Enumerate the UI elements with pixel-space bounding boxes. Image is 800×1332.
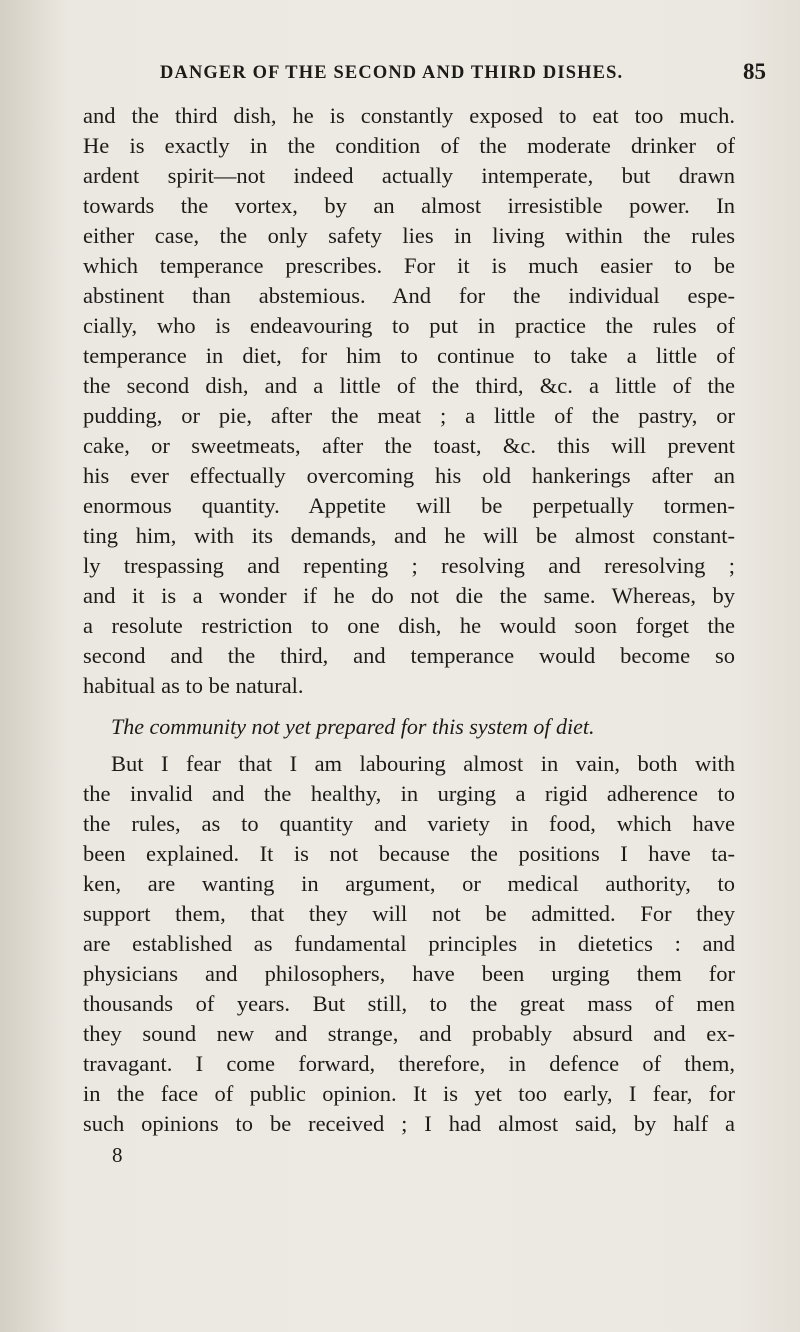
text-line: support them, that they will not be admitted. For they — [83, 901, 735, 926]
text-line: the invalid and the healthy, in urging a rigid adherence to — [83, 781, 735, 806]
text-line: thousands of years. But still, to the great mass of men — [83, 991, 735, 1016]
text-line: cake, or sweetmeats, after the toast, &c. this will prevent — [83, 433, 735, 458]
text-line: second and the third, and temperance would become so — [83, 643, 735, 668]
text-line: ly trespassing and repenting ; resolving and reresolving ; — [83, 553, 735, 578]
text-line: ken, are wanting in argument, or medical authority, to — [83, 871, 735, 896]
text-line: ardent spirit—not indeed actually intemperate, but drawn — [83, 163, 735, 188]
signature-mark: 8 — [112, 1143, 123, 1167]
text-line: such opinions to be received ; I had almost said, by half a — [83, 1111, 735, 1136]
text-line: the rules, as to quantity and variety in food, which have — [83, 811, 735, 836]
page-number: 85 — [743, 59, 766, 84]
text-line: abstinent than abstemious. And for the individual espe- — [83, 283, 735, 308]
text-line: enormous quantity. Appetite will be perpetually tormen- — [83, 493, 735, 518]
text-line: they sound new and strange, and probably absurd and ex- — [83, 1021, 735, 1046]
text-line: a resolute restriction to one dish, he would soon forget the — [83, 613, 735, 638]
text-line: travagant. I come forward, therefore, in defence of them, — [83, 1051, 735, 1076]
text-line: cially, who is endeavouring to put in practice the rules of — [83, 313, 735, 338]
text-line: been explained. It is not because the positions I have ta- — [83, 841, 735, 866]
text-line: physicians and philosophers, have been urging them for — [83, 961, 735, 986]
text-line: the second dish, and a little of the third, &c. a little of the — [83, 373, 735, 398]
text-line: temperance in diet, for him to continue to take a little of — [83, 343, 735, 368]
text-line: ting him, with its demands, and he will be almost constant- — [83, 523, 735, 548]
text-line: either case, the only safety lies in living within the rules — [83, 223, 735, 248]
text-line: and it is a wonder if he do not die the same. Whereas, by — [83, 583, 735, 608]
text-line: He is exactly in the condition of the moderate drinker of — [83, 133, 735, 158]
running-head: DANGER OF THE SECOND AND THIRD DISHES. — [160, 62, 624, 83]
section-subheading: The community not yet prepared for this system of diet. — [111, 714, 595, 739]
text-line: pudding, or pie, after the meat ; a little of the pastry, or — [83, 403, 735, 428]
text-line: habitual as to be natural. — [83, 673, 304, 698]
text-line: But I fear that I am labouring almost in vain, both with — [111, 751, 735, 776]
page-edge-shadow — [0, 0, 70, 1332]
text-line: and the third dish, he is constantly exposed to eat too much. — [83, 103, 735, 128]
text-line: are established as fundamental principles in dietetics : and — [83, 931, 735, 956]
text-line: in the face of public opinion. It is yet too early, I fear, for — [83, 1081, 735, 1106]
text-line: towards the vortex, by an almost irresistible power. In — [83, 193, 735, 218]
text-line: which temperance prescribes. For it is much easier to be — [83, 253, 735, 278]
text-line: his ever effectually overcoming his old hankerings after an — [83, 463, 735, 488]
page-header — [0, 59, 800, 92]
